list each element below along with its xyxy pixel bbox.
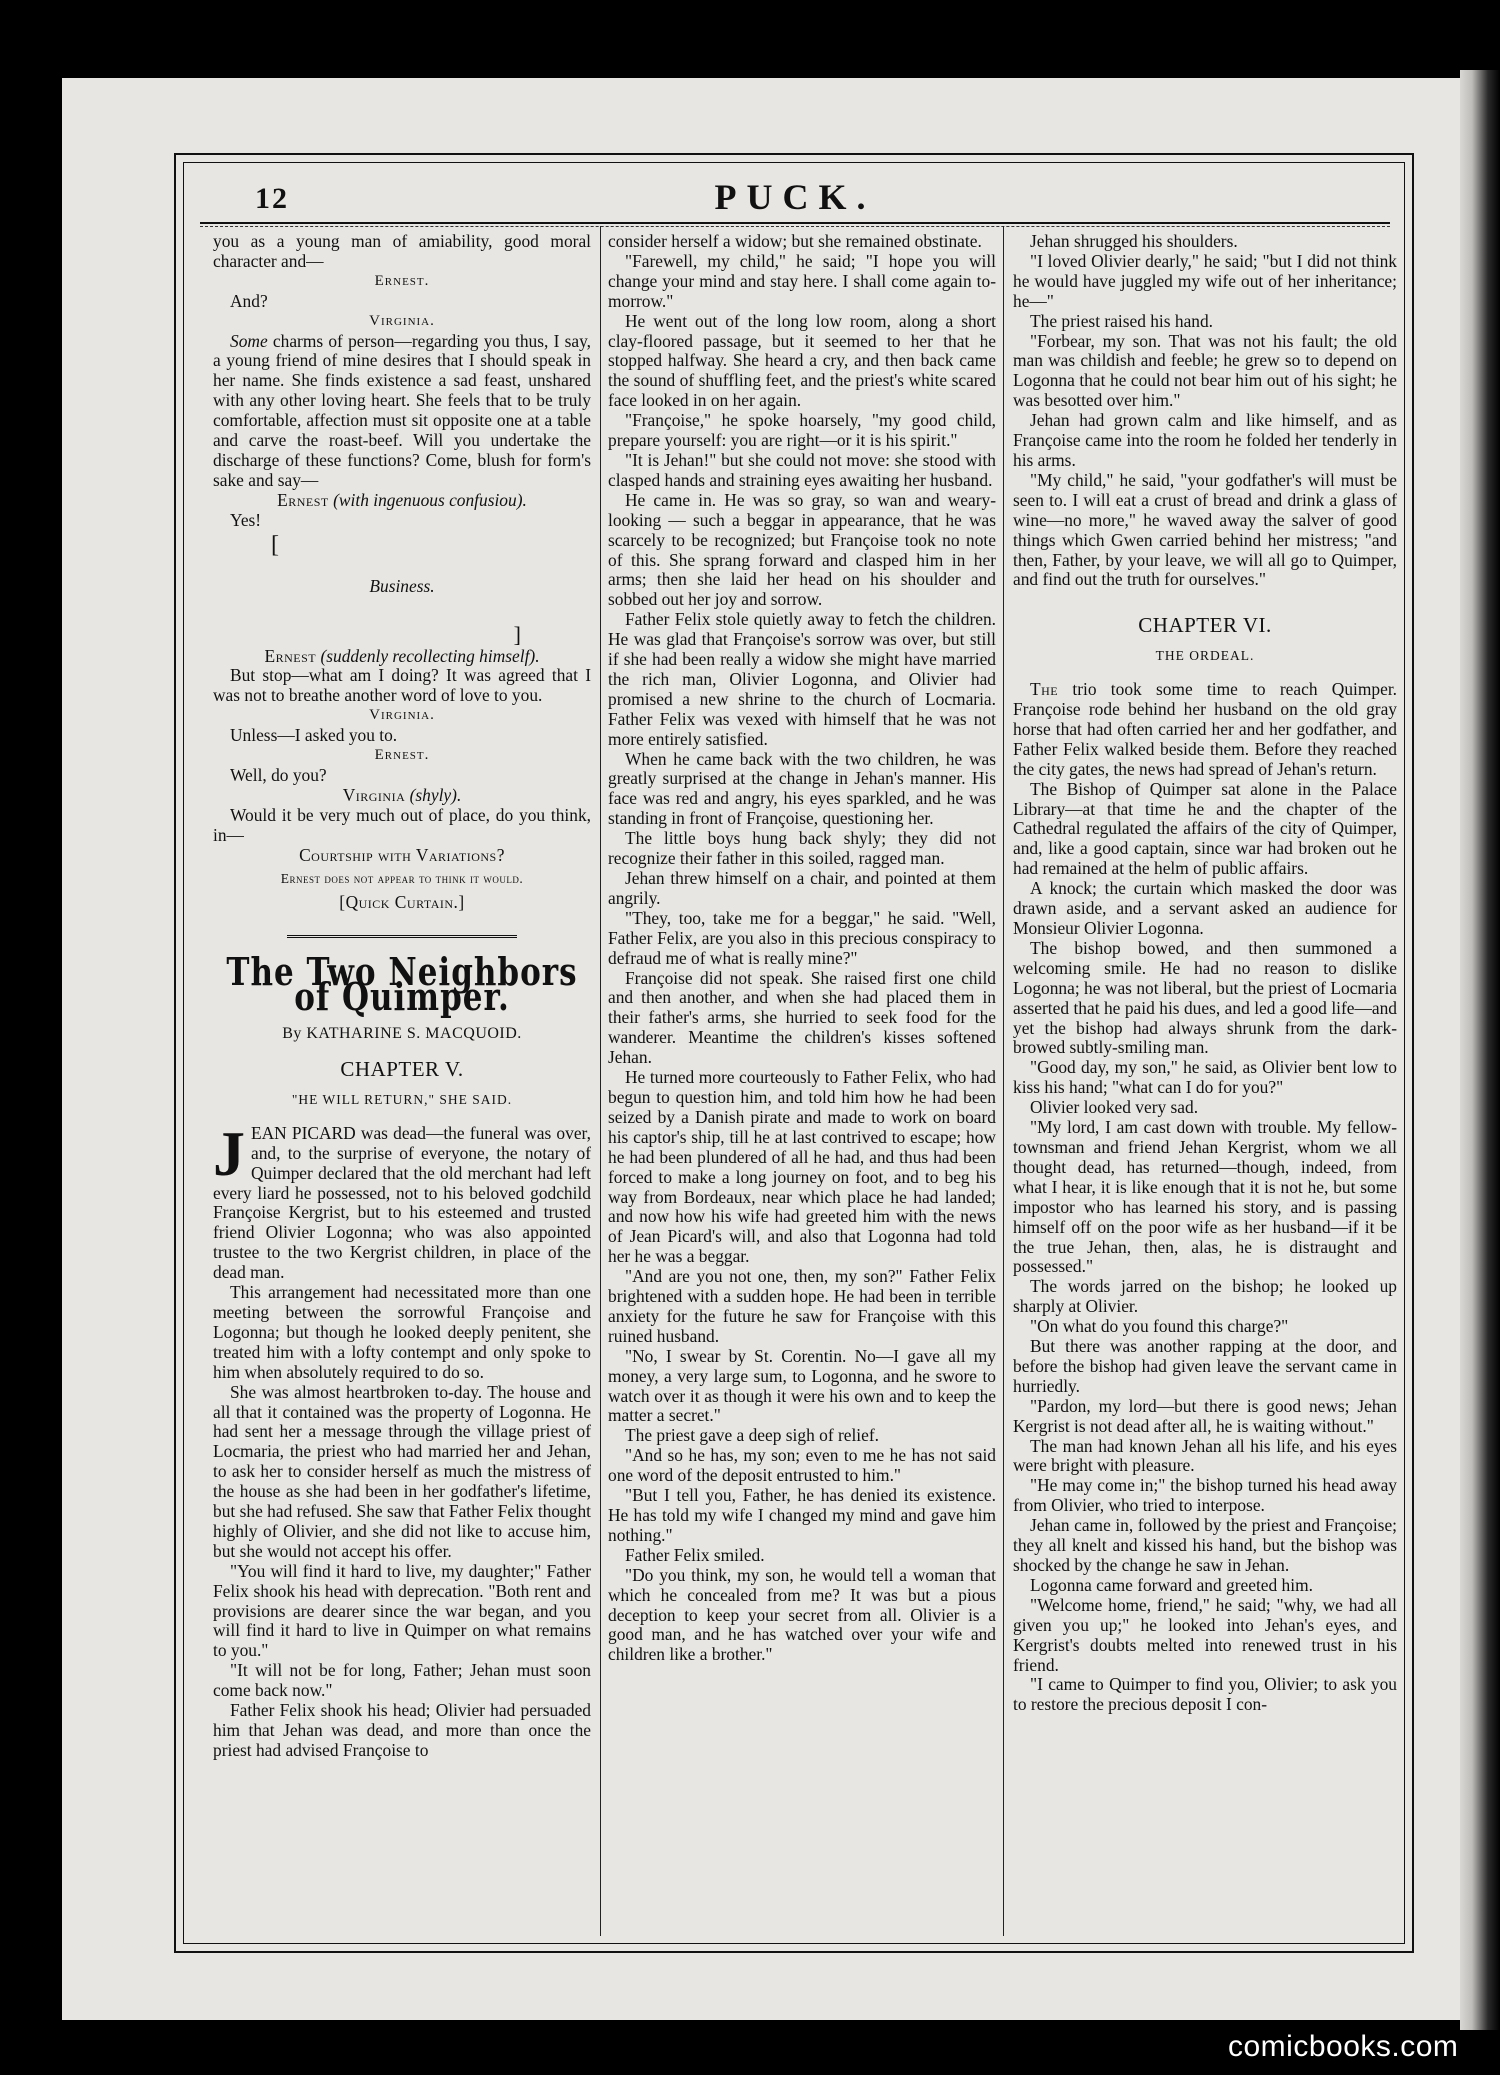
paragraph-text: EAN PICARD was dead—the funeral was over, and, to the surprise of everyone, the notary of Quimper declared that the old merchant had left every liard he possessed, not to his beloved godchild Françoise Kergrist, but to his esteemed and trusted friend Olivier Logonna; who was also appointed trustee to the two Kergrist children, in place of the dead man. [213,1122,591,1283]
drop-cap: J [213,1117,245,1189]
direction-text: (suddenly recollecting himself). [320,645,540,666]
paragraph: "Do you think, my son, he would tell a woman that which he concealed from me? It was but a pious deception to keep your secret from all. Olivier is a good man, and he has watched over your wife and children like a brother." [608,1564,996,1665]
paragraph: Jehan had grown calm and like himself, and as Françoise came into the room he folded her tenderly in his arms. [1013,410,1397,470]
speaker-name: Virginia. [369,312,435,329]
paragraph: Jehan shrugged his shoulders. [1030,232,1238,251]
dialogue-line: And? [230,290,268,311]
chapter-heading: CHAPTER V. [340,1057,464,1081]
paragraph: "Forbear, my son. That was not his fault; the old man was childish and feeble; he grew so to depend on Logonna that he could not bear him out of his sight; he was besotted over him." [1013,330,1397,411]
dialogue-line: Unless—I asked you to. [230,725,398,746]
byline: By KATHARINE S. MACQUOID. [282,1025,522,1043]
speaker-name: Ernest. [374,747,430,764]
paragraph: "And so he has, my son; even to me he has not said one word of the deposit entrusted to him." [608,1445,996,1486]
paragraph: Françoise did not speak. She raised first one child and then another, and when she had placed them in their father's arms, she hurried to seek food for the wanderer. Meantime the children's kisses softened Jehan. [608,967,996,1068]
paragraph: "My child," he said, "your godfather's will must be seen to. I will eat a crust of bread and drink a glass of wine—no more," he waved away the salver of good things which Gwen carried behind her mistress; "and then, Father, by your leave, we will all go to Quimper, and find out the truth for ourselves." [1013,469,1397,590]
stage-business: Business. [369,575,435,596]
header-rule [200,222,1390,227]
paragraph: "They, too, take me for a beggar," he said. "Well, Father Felix, are you also in this precious conspiracy to defraud me of what is really mine?" [608,907,996,968]
paragraph: "Françoise," he spoke hoarsely, "my good child, prepare yourself: you are right—or it is his spirit." [608,410,996,451]
paragraph-text: charms of person—regarding you thus, I say, a young friend of mine desires that I should speak in her name. She finds existence a sad feast, unshared with any other loving heart. She feels that to be truly comfortable, affection must sit opposite one at a table and carve the roast-beef. Will you undertake the discharge of these functions? Come, blush for form's sake and say— [213,330,591,490]
emphasis: Some [230,330,268,351]
column-2 [608,232,996,1922]
paragraph: "Pardon, my lord—but there is good news; Jehan Kergrist is not dead after all, he is waiting without." [1013,1395,1397,1436]
watermark: comicbooks.com [1228,2030,1459,2063]
paragraph: A knock; the curtain which masked the door was drawn aside, and a servant asked an audience for Monsieur Olivier Logonna. [1013,878,1397,938]
paragraph: The priest gave a deep sigh of relief. [625,1425,879,1446]
chapter-heading: CHAPTER VI. [1138,613,1272,638]
paragraph: Olivier looked very sad. [1030,1097,1199,1118]
paragraph: Father Felix smiled. [625,1544,765,1565]
chapter-subtitle: "HE WILL RETURN," SHE SAID. [291,1091,513,1107]
curtain-line: [Quick Curtain.] [339,892,465,913]
speaker-name: Ernest. [374,272,430,289]
speaker-name: Ernest [277,489,329,510]
speaker-name: Virginia [342,784,406,805]
paragraph: "No, I swear by St. Corentin. No—I gave all my money, a very large sum, to Logonna, and he swore to watch over it as though it were his own and to keep the matter a secret." [608,1345,996,1426]
column-1 [213,232,591,1922]
column-3 [1013,232,1397,1922]
paragraph: "And are you not one, then, my son?" Father Felix brightened with a sudden hope. He had been in terrible anxiety for the future he saw for Françoise with this ruined husband. [608,1266,996,1346]
dialogue-line: Well, do you? [230,764,327,785]
paragraph: The words jarred on the bishop; he looked up sharply at Olivier. [1013,1276,1397,1317]
page-number: 12 [255,182,289,215]
paragraph: "You will find it hard to live, my daughter;" Father Felix shook his head with deprecation. "Both rent and provisions are dearer since the war began, and you will find it hard to live in Quimper on what remains to you." [213,1560,591,1661]
paragraph [213,332,591,491]
paragraph: "He may come in;" the bishop turned his head away from Olivier, who tried to interpose. [1013,1475,1397,1516]
column-divider [1003,226,1004,1936]
paragraph: He came in. He was so gray, so wan and weary-looking — such a beggar in appearance, that he was scarcely to be recognized; but Françoise took no note of this. She sprang forward and clasped him in her arms; then she laid her head on his shoulder and sobbed out her joy and sorrow. [608,489,996,610]
page-header [200,176,1390,220]
paragraph: "Farewell, my child," he said; "I hope you will change your mind and stay here. I shall come again to-morrow." [608,250,996,311]
paragraph: you as a young man of amiability, good moral character and— [213,232,591,271]
bracket-close: ] [513,621,521,647]
paragraph: Father Felix shook his head; Olivier had persuaded him that Jehan was dead, and more than once the priest had advised Françoise to [213,1700,591,1760]
paragraph: The bishop bowed, and then summoned a welcoming smile. He had no reason to dislike Logonna; he was not liberal, but the priest of Locmaria asserted that he paid his dues, and led a good life—and yet the bishop had always shrunk from the dark-browed subtly-smiling man. [1013,937,1397,1058]
paragraph: He went out of the long low room, along a short clay-floored passage, but it seemed to her that he stopped halfway. She heard a cry, and then back came the sound of shuffling feet, and the priest's white scared face looked in on her again. [608,310,996,411]
paragraph: "Welcome home, friend," he said; "why, we had all given you up;" he looked into Jehan's eyes, and Kergrist's doubts melted into renewed trust in his friend. [1013,1594,1397,1675]
paragraph: The little boys hung back shyly; they did not recognize their father in this soiled, ragged man. [608,828,996,869]
column-divider [600,226,601,1936]
paragraph: Logonna came forward and greeted him. [1030,1574,1313,1595]
paragraph: But there was another rapping at the door, and before the bishop had given leave the servant came in hurriedly. [1013,1336,1397,1396]
paragraph: "It will not be for long, Father; Jehan must soon come back now." [213,1660,591,1701]
paragraph: "I loved Olivier dearly," he said; "but I did not think he would have juggled my wife out of her inheritance; he—" [1013,250,1397,311]
direction-text: (shyly). [409,784,462,805]
stage-direction [213,647,591,667]
paragraph: "My lord, I am cast down with trouble. My fellow-townsman and friend Jehan Kergrist, whom we all thought dead, has returned—though, indeed, from what I hear, it is like enough that it is not he, but some impostor who has learned his story, and is passing himself off on the poor wife as her husband—if it be the true Jehan, then, alas, he is distraught and possessed." [1013,1117,1397,1277]
speaker-name: Virginia. [369,707,435,724]
paragraph: "But I tell you, Father, he has denied its existence. He has told my wife I changed my mind and gave him nothing." [608,1485,996,1545]
paragraph: consider herself a widow; but she remained obstinate. [608,232,982,251]
paragraph: "It is Jehan!" but she could not move: she stood with clasped hands and straining eyes awaiting her husband. [608,449,996,490]
paragraph: But stop—what am I doing? It was agreed that I was not to breathe another word of love to you. [213,665,591,706]
masthead: PUCK. [714,177,876,217]
paragraph: This arrangement had necessitated more than one meeting between the sorrowful Françoise and Logonna; but though he looked deeply penitent, she treated him with a lofty contempt and only spoke to him when absolutely required to do so. [213,1282,591,1382]
bracket-open: [ [271,531,279,558]
page-binding-edge [1460,70,1500,2030]
paragraph: Jehan threw himself on a chair, and pointed at them angrily. [608,868,996,908]
article-title: The Two Neighbors of Quimper. [226,950,578,1020]
paragraph [213,1117,591,1283]
paragraph: "On what do you found this charge?" [1030,1316,1289,1337]
dialogue-line: Yes! [230,509,262,530]
paragraph: "Good day, my son," he said, as Olivier bent low to kiss his hand; "what can I do for you?" [1013,1057,1397,1098]
paragraph: "I came to Quimper to find you, Olivier; to ask you to restore the precious deposit I con- [1013,1674,1397,1715]
paragraph: Father Felix stole quietly away to fetch the children. He was glad that Françoise's sorrow was over, but still if she had been really a widow she might have married the rich man, Olivier Logonna, and Olivier had promised a new shrine to the church of Locmaria. Father Felix was vexed with himself that he was not more entirely satisfied. [608,609,996,749]
speaker-name: Ernest [264,645,317,666]
paragraph: She was almost heartbroken to-day. The house and all that it contained was the property of Logonna. He had sent her a message through the village priest of Locmaria, the priest who had married her and Jehan, to ask her to consider herself as much the mistress of the house as she had been in her godfather's lifetime, but she had refused. She saw that Father Felix thought highly of Olivier, and she did not like to accuse him, but she would not accept his offer. [213,1381,591,1561]
paragraph: Jehan came in, followed by the priest and Françoise; they all knelt and kissed his hand, but the bishop was shocked by the change he saw in Jehan. [1013,1515,1397,1575]
paragraph: He turned more courteously to Father Felix, who had begun to question him, and told him how he had been seized by a Danish pirate and made to work on board his captor's ship, till he at last contrived to escape; how he had been plundered of all he had, and thus had been forced to make a long journey on foot, and to beg his way from Bordeaux, near which place he had landed; and now how his wife had greeted him with the news of Jean Picard's will, and also that Logonna had told her he was a beggar. [608,1067,996,1267]
paragraph-text: trio took some time to reach Quimper. Françoise rode behind her husband on the old gray horse that had often carried her and her godfather, and Father Felix walked beside them. Before they reached the city gates, the news had spread of Jehan's return. [1013,679,1397,779]
play-title-line: Courtship with Variations? [299,844,505,865]
paragraph: The man had known Jehan all his life, and his eyes were bright with pleasure. [1013,1435,1397,1476]
lead-word: The [1030,679,1059,700]
stage-direction [213,786,591,806]
chapter-subtitle: THE ORDEAL. [1155,648,1255,664]
stage-direction [213,491,591,511]
stage-note: Ernest does not appear to think it would. [280,871,524,887]
paragraph [1013,680,1397,780]
paragraph: The Bishop of Quimper sat alone in the Palace Library—at that time he and the chapter of the Cathedral regulated the affairs of the city of Quimper, and, like a good captain, since war had broken out he had remained at the helm of public affairs. [1013,778,1397,879]
paragraph: Would it be very much out of place, do you think, in— [213,804,591,845]
section-rule [287,935,517,940]
paragraph: When he came back with the two children, he was greatly surprised at the change in Jehan's manner. His face was red and angry, his eyes sparkled, and he was standing in front of Françoise, questioning her. [608,748,996,829]
paragraph: The priest raised his hand. [1030,310,1214,331]
direction-text: (with ingenuous confusiou). [333,489,527,510]
